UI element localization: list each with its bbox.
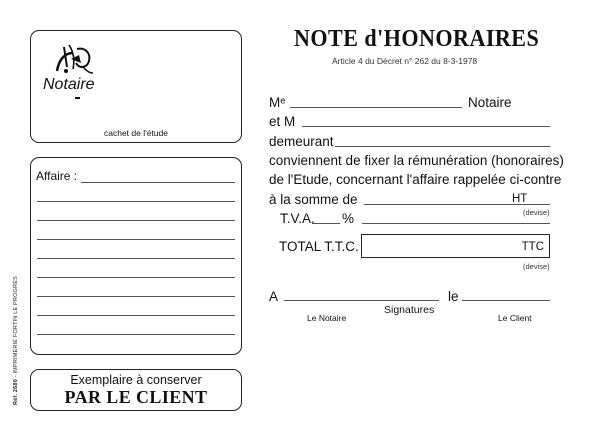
affaire-line[interactable] [37,258,235,259]
ht-label: HT [512,193,528,205]
affaire-label: Affaire : [36,169,78,183]
client-copy-box [30,369,242,411]
printer-name: - IMPRIMERIE FORTIN LE PROGRÈS [13,276,19,380]
printer-reference [13,276,19,405]
notaire-logo-dash [75,97,80,99]
tva-rate-field[interactable] [312,223,340,224]
signatures-caption: Signatures [384,304,435,316]
sentence-line-1: conviennent de fixer la rémunération (honoraires) [269,153,564,168]
et-m-label: et M [269,114,296,129]
somme-label: à la somme de [269,192,358,207]
tva-label: T.V.A. [280,211,315,226]
percent-label: % [342,211,355,226]
me-label: Mᵉ [269,95,286,110]
demeurant-label: demeurant [269,134,334,149]
client-copy-line1: Exemplaire à conserver [70,373,202,387]
address-field[interactable] [335,146,550,147]
ttc-label: TTC [521,241,544,253]
date-label: le [448,289,459,304]
sentence-line-2: de l'Etude, concernant l'affaire rappelée ci-contre [269,172,562,187]
page-title: NOTE d'HONORAIRES [294,26,540,52]
total-ttc-field[interactable] [361,234,550,258]
affaire-line[interactable] [37,239,235,240]
tva-amount-field[interactable] [362,223,550,224]
devise-hint-2: (devise) [523,262,550,271]
affaire-box [30,157,242,355]
stamp-caption: cachet de l'étude [103,128,168,138]
affaire-line[interactable] [37,334,235,335]
affaire-line[interactable] [37,277,235,278]
place-label: A [269,289,279,304]
notaire-label: Notaire [468,95,512,110]
notaire-signature-caption: Le Notaire [307,313,347,323]
notaire-name-field[interactable] [290,107,462,108]
client-copy-line2: PAR LE CLIENT [64,387,208,407]
client-signature-caption: Le Client [498,313,532,323]
stamp-box [30,30,242,143]
total-ttc-label: TOTAL T.T.C. [279,239,359,254]
date-field[interactable] [462,300,550,301]
client-name-field[interactable] [302,126,550,127]
reference-number: Réf. 2680 [13,379,19,405]
place-field[interactable] [284,300,439,301]
affaire-line[interactable] [37,201,235,202]
affaire-line[interactable] [37,220,235,221]
affaire-line[interactable] [37,296,235,297]
page-subtitle: Article 4 du Décret n° 262 du 8-3-1978 [332,56,478,66]
devise-hint-1: (devise) [523,208,550,217]
notaire-logo-text: Notaire [43,76,95,93]
affaire-line[interactable] [37,315,235,316]
affaire-line[interactable] [81,182,235,183]
